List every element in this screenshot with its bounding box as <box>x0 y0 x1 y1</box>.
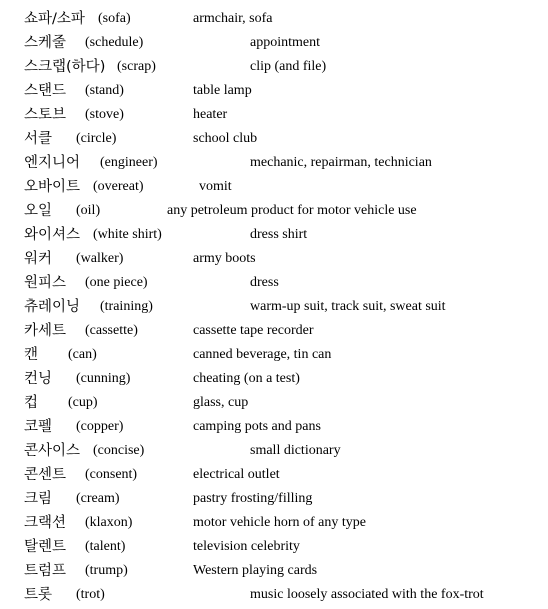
list-item <box>0 31 548 55</box>
meaning: motor vehicle horn of any type <box>193 515 367 530</box>
english-source: (cunning) <box>76 371 131 386</box>
meaning: television celebrity <box>193 539 300 554</box>
english-source: (training) <box>100 299 153 314</box>
list-item <box>0 535 548 559</box>
meaning: small dictionary <box>250 443 341 458</box>
korean-term: 컨닝 <box>24 371 53 387</box>
korean-term: 캔 <box>24 347 39 363</box>
meaning: music loosely associated with the fox-trot <box>250 587 484 602</box>
list-item <box>0 7 548 31</box>
korean-term: 트럼프 <box>24 563 67 579</box>
korean-term: 스토브 <box>24 107 67 123</box>
korean-term: 스케줄 <box>24 35 67 51</box>
meaning: vomit <box>199 179 232 194</box>
english-source: (concise) <box>93 443 145 458</box>
korean-term: 코펠 <box>24 419 53 435</box>
list-item <box>0 79 548 103</box>
korean-term: 크림 <box>24 491 53 507</box>
meaning: any petroleum product for motor vehicle use <box>167 203 417 218</box>
list-item <box>0 487 548 511</box>
meaning: glass, cup <box>193 395 249 410</box>
list-item <box>0 295 548 319</box>
meaning: armchair, sofa <box>193 11 273 26</box>
english-source: (engineer) <box>100 155 158 170</box>
english-source: (scrap) <box>117 59 156 74</box>
korean-term: 원피스 <box>24 275 67 291</box>
meaning: heater <box>193 107 228 122</box>
meaning: Western playing cards <box>193 563 318 578</box>
english-source: (trot) <box>76 587 105 602</box>
korean-term: 카세트 <box>24 323 67 339</box>
english-source: (consent) <box>85 467 138 482</box>
list-item <box>0 103 548 127</box>
meaning: dress shirt <box>250 227 308 242</box>
english-source: (klaxon) <box>85 515 133 530</box>
korean-term: 크랙션 <box>24 515 67 531</box>
korean-term: 쇼파/소파 <box>24 11 85 27</box>
korean-term: 콘사이스 <box>24 443 81 459</box>
korean-term: 워커 <box>24 251 53 267</box>
list-item <box>0 439 548 463</box>
korean-term: 오바이트 <box>24 179 81 195</box>
english-source: (copper) <box>76 419 124 434</box>
korean-term: 서클 <box>24 131 53 147</box>
list-item <box>0 343 548 367</box>
list-item <box>0 223 548 247</box>
list-item <box>0 175 548 199</box>
english-source: (can) <box>68 347 97 362</box>
english-source: (one piece) <box>85 275 148 290</box>
english-source: (overeat) <box>93 179 144 194</box>
list-item <box>0 511 548 535</box>
list-item <box>0 247 548 271</box>
english-source: (trump) <box>85 563 128 578</box>
meaning: clip (and file) <box>250 59 327 74</box>
meaning: electrical outlet <box>193 467 280 482</box>
meaning: army boots <box>193 251 256 266</box>
list-item <box>0 199 548 223</box>
english-source: (oil) <box>76 203 101 218</box>
list-item <box>0 463 548 487</box>
list-item <box>0 271 548 295</box>
english-source: (white shirt) <box>93 227 162 242</box>
list-item <box>0 319 548 343</box>
english-source: (cassette) <box>85 323 138 338</box>
meaning: school club <box>193 131 258 146</box>
korean-term: 탈렌트 <box>24 539 67 555</box>
list-item <box>0 415 548 439</box>
meaning: warm-up suit, track suit, sweat suit <box>250 299 446 314</box>
english-source: (circle) <box>76 131 117 146</box>
list-item <box>0 583 548 607</box>
english-source: (stove) <box>85 107 124 122</box>
korean-term: 와이셔스 <box>24 227 81 243</box>
korean-term: 오일 <box>24 203 53 219</box>
list-item <box>0 391 548 415</box>
english-source: (cream) <box>76 491 120 506</box>
korean-term: 트롯 <box>24 587 53 603</box>
list-item <box>0 55 548 79</box>
english-source: (stand) <box>85 83 124 98</box>
korean-term: 스크랩(하다) <box>24 59 106 75</box>
list-item <box>0 127 548 151</box>
meaning: dress <box>250 275 279 290</box>
english-source: (cup) <box>68 395 98 410</box>
meaning: appointment <box>250 35 320 50</box>
korean-term: 츄레이닝 <box>24 299 81 315</box>
meaning: mechanic, repairman, technician <box>250 155 432 170</box>
meaning: pastry frosting/filling <box>193 491 313 506</box>
korean-term: 엔지니어 <box>24 155 81 171</box>
list-item <box>0 559 548 583</box>
meaning: table lamp <box>193 83 252 98</box>
meaning: camping pots and pans <box>193 419 321 434</box>
meaning: cassette tape recorder <box>193 323 314 338</box>
english-source: (talent) <box>85 539 126 554</box>
korean-term: 콘센트 <box>24 467 67 483</box>
english-source: (sofa) <box>98 11 131 26</box>
list-item <box>0 151 548 175</box>
meaning: canned beverage, tin can <box>193 347 332 362</box>
korean-term: 스탠드 <box>24 83 67 99</box>
meaning: cheating (on a test) <box>193 371 300 386</box>
english-source: (walker) <box>76 251 124 266</box>
english-source: (schedule) <box>85 35 144 50</box>
list-item <box>0 367 548 391</box>
korean-term: 컵 <box>24 395 39 411</box>
